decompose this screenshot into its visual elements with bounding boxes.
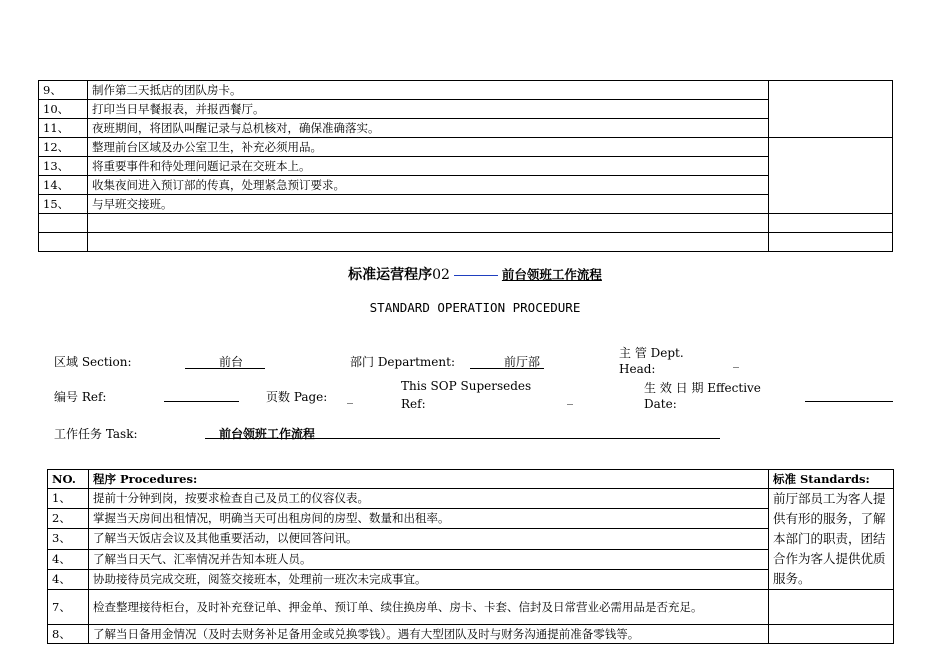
department-label: 部门 Department: — [350, 355, 456, 369]
standards-text: 前厅部员工为客人提供有形的服务，了解本部门的职责，团结合作为客人提供优质服务。 — [769, 489, 894, 590]
supersedes-label: This SOP Supersedes — [401, 379, 532, 393]
row-number: 4、 — [48, 569, 89, 589]
table-row — [39, 176, 893, 195]
procedure-table-continued — [38, 80, 893, 252]
department-underline — [470, 368, 544, 369]
row-number: 9、 — [39, 81, 88, 100]
section-underline — [185, 368, 265, 369]
row-number: 4、 — [48, 549, 89, 569]
row-text: 与早班交接班。 — [88, 195, 769, 214]
dept-head-value: _ — [733, 354, 739, 368]
row-text: 制作第二天抵店的团队房卡。 — [88, 81, 769, 100]
task-underline — [205, 438, 720, 439]
row-text: 整理前台区域及办公室卫生，补充必须用品。 — [88, 138, 769, 157]
column-header-procedures: 程序 Procedures: — [89, 470, 769, 489]
table-row — [39, 119, 893, 138]
row-number — [39, 214, 88, 233]
page-subtitle: STANDARD OPERATION PROCEDURE — [369, 300, 581, 315]
row-text: 提前十分钟到岗，按要求检查自己及员工的仪容仪表。 — [89, 489, 769, 509]
row-text — [88, 233, 769, 252]
table-row — [39, 195, 893, 214]
supersedes-value: _ — [567, 391, 573, 405]
row-number: 14、 — [39, 176, 88, 195]
row-text: 了解当日天气、汇率情况并告知本班人员。 — [89, 549, 769, 569]
task-value: 前台领班工作流程 — [219, 427, 316, 441]
row-text — [88, 214, 769, 233]
standards-cell — [769, 625, 894, 644]
row-number: 12、 — [39, 138, 88, 157]
row-text: 收集夜间进入预订部的传真，处理紧急预订要求。 — [88, 176, 769, 195]
table-row — [39, 214, 893, 233]
row-text: 了解当天饭店会议及其他重要活动，以便回答问讯。 — [89, 529, 769, 549]
row-number: 7、 — [48, 590, 89, 625]
page-label: 页数 Page: — [266, 390, 328, 404]
row-number — [39, 233, 88, 252]
row-number: 2、 — [48, 509, 89, 529]
effective-date-label-cont: Date: — [644, 397, 677, 411]
section-label: 区域 Section: — [54, 355, 132, 369]
standards-cell — [769, 81, 893, 138]
row-text: 协助接待员完成交班，阅签交接班本，处理前一班次未完成事宜。 — [89, 569, 769, 589]
row-number: 3、 — [48, 529, 89, 549]
table-row — [48, 529, 894, 549]
title-code: 02 — [432, 267, 450, 283]
row-number: 1、 — [48, 489, 89, 509]
row-number: 10、 — [39, 100, 88, 119]
table-row — [48, 489, 894, 509]
table-row — [48, 569, 894, 589]
table-row — [48, 625, 894, 644]
procedure-table — [47, 469, 894, 644]
row-text: 掌握当天房间出租情况，明确当天可出租房间的房型、数量和出租率。 — [89, 509, 769, 529]
section-value: 前台 — [219, 355, 244, 369]
effective-date-underline — [805, 401, 893, 402]
supersedes-label-cont: Ref: — [401, 397, 426, 411]
table-row — [48, 590, 894, 625]
row-number: 13、 — [39, 157, 88, 176]
column-header-no: NO. — [48, 470, 89, 489]
standards-cell — [769, 233, 893, 252]
task-label: 工作任务 Task: — [54, 427, 138, 441]
dept-head-label-cont: Head: — [619, 362, 656, 376]
ref-underline — [164, 401, 239, 402]
title-name: 前台领班工作流程 — [501, 267, 602, 282]
page-title — [0, 264, 950, 284]
column-header-standards: 标准 Standards: — [769, 470, 894, 489]
title-prefix: 标准运营程序 — [348, 267, 433, 283]
row-text: 了解当日备用金情况（及时去财务补足备用金或兑换零钱）。遇有大型团队及时与财务沟通提前准备零钱等。 — [89, 625, 769, 644]
row-text: 打印当日早餐报表，并报西餐厅。 — [88, 100, 769, 119]
page-value: _ — [347, 390, 353, 404]
ref-label: 编号 Ref: — [54, 390, 107, 404]
row-number: 11、 — [39, 119, 88, 138]
table-row — [48, 509, 894, 529]
standards-cell — [769, 590, 894, 625]
row-text: 检查整理接待柜台，及时补充登记单、押金单、预订单、续住换房单、房卡、卡套、信封及日常营业必需用品是否充足。 — [89, 590, 769, 625]
row-number: 8、 — [48, 625, 89, 644]
table-row — [39, 157, 893, 176]
standards-cell — [769, 138, 893, 214]
table-header-row — [48, 470, 894, 489]
standards-cell — [769, 214, 893, 233]
table-row — [39, 100, 893, 119]
title-separator-line — [454, 266, 498, 276]
table-row — [39, 138, 893, 157]
department-value: 前厅部 — [504, 355, 541, 369]
table-row — [39, 233, 893, 252]
row-number: 15、 — [39, 195, 88, 214]
effective-date-label: 生 效 日 期 Effective — [644, 381, 761, 395]
table-row — [48, 549, 894, 569]
dept-head-label: 主 管 Dept. — [619, 346, 684, 360]
row-text: 夜班期间，将团队叫醒记录与总机核对，确保准确落实。 — [88, 119, 769, 138]
table-row — [39, 81, 893, 100]
row-text: 将重要事件和待处理问题记录在交班本上。 — [88, 157, 769, 176]
